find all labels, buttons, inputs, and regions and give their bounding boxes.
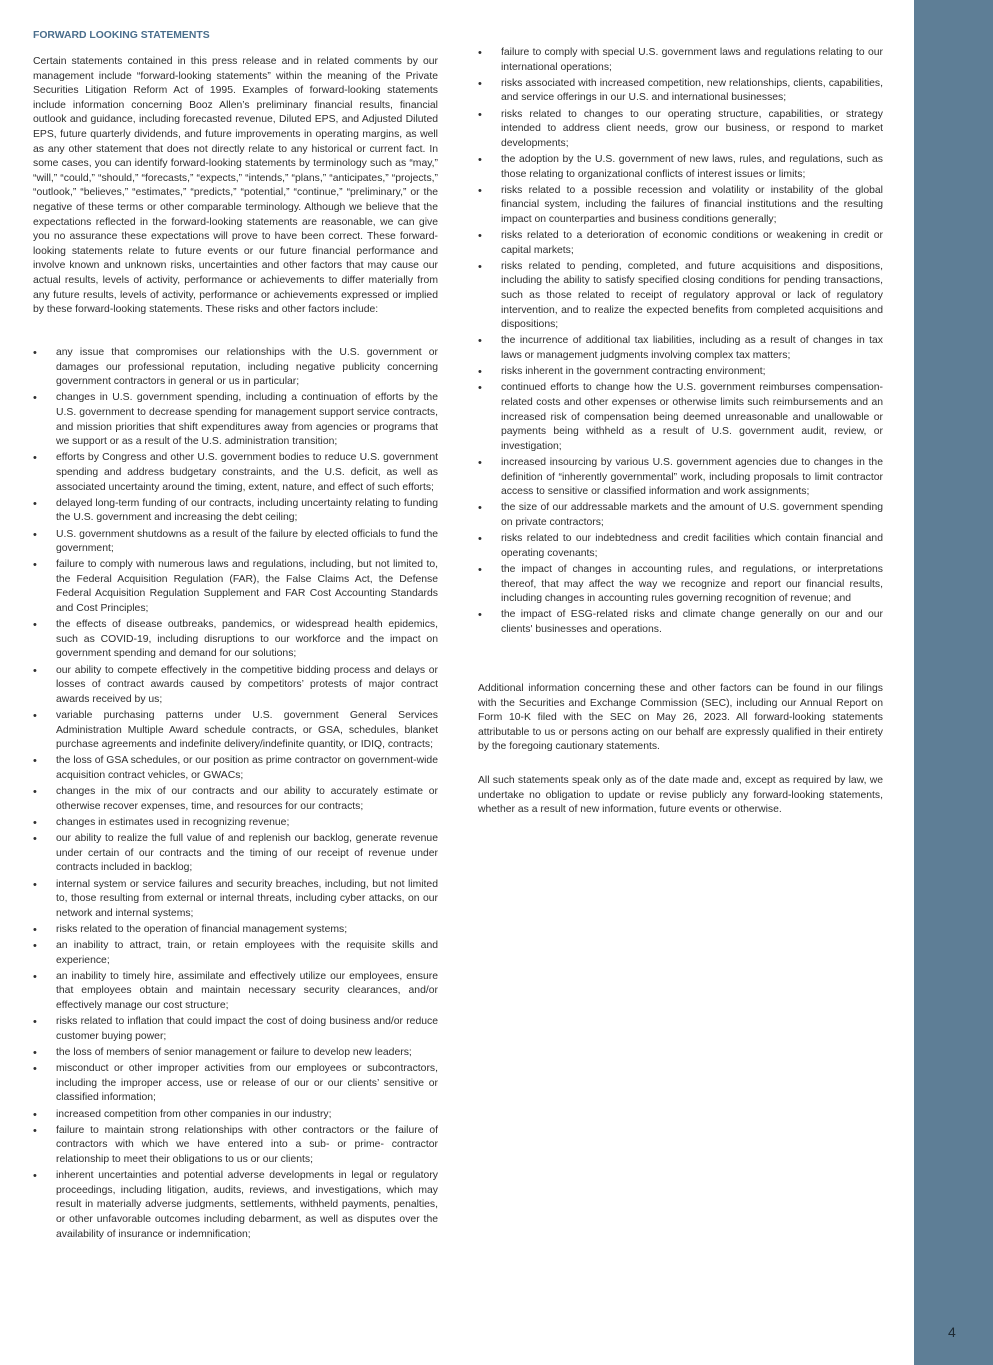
risk-factor-item: • changes in estimates used in recognizing revenue;	[33, 816, 438, 831]
risk-factor-item: • variable purchasing patterns under U.S. government General Services Administration Multiple Award schedule contracts, or GSA, schedules, blanket purchase agreements and indefinite delivery/indefinite quantity, or IDIQ, contracts;	[33, 709, 438, 753]
risk-factor-item: • risks related to pending, completed, and future acquisitions and dispositions, including the ability to satisfy specified closing conditions for pending transactions, such as those related to receipt of regulatory approval or lack of regulatory intervention, and to realize the expected benefits from completed acquisitions and dispositions;	[478, 260, 883, 333]
risk-factor-item: • the incurrence of additional tax liabilities, including as a result of changes in tax laws or management judgments involving complex tax matters;	[478, 334, 883, 363]
risk-factor-item: • increased insourcing by various U.S. government agencies due to changes in the definition of “inherently governmental” work, including proposals to limit contractor access to sensitive or classified information and work assignments;	[478, 456, 883, 500]
risk-factor-item: • inherent uncertainties and potential adverse developments in legal or regulatory proceedings, including litigation, audits, reviews, and investigations, which may result in materially adverse judgments, settlements, withheld payments, penalties, or other unfavorable outcomes including debarment, as well as disputes over the availability of insurance or indemnification;	[33, 1169, 438, 1242]
intro-paragraph: Certain statements contained in this press release and in related comments by our management include “forward-looking statements” within the meaning of the Private Securities Litigation Reform Act of 1995. Examples of forward-looking statements include information concerning Booz Allen’s preliminary financial results, financial outlook and guidance, including forecasted revenue, Diluted EPS, and Adjusted Diluted EPS, future quarterly dividends, and future improvements in operating margins, as well as any other statement that does not directly relate to any historical or current fact. In some cases, you can identify forward-looking statements by terminology such as “may,” “will,” “could,” “should,” “forecasts,” “expects,” “intends,” “plans,” “anticipates,” “projects,” “outlook,” “believes,” “estimates,” “predicts,” “potential,” “continue,” “preliminary,” or the negative of these terms or other comparable terminology. Although we believe that the expectations reflected in the forward-looking statements are reasonable, we can give you no assurance these expectations will prove to have been correct. These forward-looking statements relate to future events or our future financial performance and involve known and unknown risks, uncertainties and other factors that may cause our actual results, levels of activity, performance or achievements to differ materially from any future results, levels of activity, performance or achievements expressed or implied by these forward-looking statements. These risks and other factors include:	[33, 56, 438, 316]
risk-factor-item: • the impact of ESG-related risks and climate change generally on our and our clients' businesses and operations.	[478, 608, 883, 637]
risk-factor-item: • failure to comply with numerous laws and regulations, including, but not limited to, the Federal Acquisition Regulation (FAR), the False Claims Act, the Defense Federal Acquisition Regulation Supplement and FAR Cost Accounting Standards and Cost Principles;	[33, 558, 438, 616]
risk-factor-item: • the effects of disease outbreaks, pandemics, or widespread health epidemics, such as COVID-19, including disruptions to our workforce and the impact on government spending and demand for our solutions;	[33, 618, 438, 662]
risk-factor-item: • an inability to timely hire, assimilate and effectively utilize our employees, ensure that employees obtain and maintain necessary security clearances, and/or effectively manage our cost structure;	[33, 970, 438, 1014]
risk-factor-item: • changes in U.S. government spending, including a continuation of efforts by the U.S. government to decrease spending for management support service contracts, and mission priorities that shift expenditures away from agencies or programs that we support or as a result of the U.S. administration transition;	[33, 391, 438, 449]
risk-factor-item: • continued efforts to change how the U.S. government reimburses compensation-related costs and other expenses or otherwise limits such reimbursements and an increased risk of compensation being deemed unreasonable and unallowable or payments being withheld as a result of U.S. government audit, review, or investigation;	[478, 381, 883, 454]
risk-factor-item: • delayed long-term funding of our contracts, including uncertainty relating to funding the U.S. government and increasing the debt ceiling;	[33, 497, 438, 526]
risk-factor-item: • internal system or service failures and security breaches, including, but not limited to, those resulting from external or internal threats, including cyber attacks, on our network and internal systems;	[33, 878, 438, 922]
risk-factor-item: • risks related to a possible recession and volatility or instability of the global financial system, including the failures of financial institutions and the resulting impact on counterparties and business conditions generally;	[478, 184, 883, 228]
additional-information-paragraph: Additional information concerning these and other factors can be found in our filings with the Securities and Exchange Commission (SEC), including our Annual Report on Form 10-K filed with the SEC on May 26, 2023. All forward-looking statements attributable to us or persons acting on our behalf are expressly qualified in their entirety by the foregoing cautionary statements.	[478, 683, 883, 753]
risk-factor-item: • the loss of GSA schedules, or our position as prime contractor on government-wide acquisition contract vehicles, or GWACs;	[33, 754, 438, 783]
risk-factors-list-left	[33, 346, 438, 1244]
risk-factor-item: • U.S. government shutdowns as a result of the failure by elected officials to fund the government;	[33, 528, 438, 557]
right-sidebar-band	[914, 0, 993, 1365]
risk-factor-item: • efforts by Congress and other U.S. government bodies to reduce U.S. government spending and address budgetary constraints, and the U.S. deficit, as well as associated uncertainty around the timing, extent, nature, and effect of such efforts;	[33, 451, 438, 495]
risk-factor-item: • risks associated with increased competition, new relationships, clients, capabilities, and service offerings in our U.S. and international businesses;	[478, 77, 883, 106]
risk-factor-item: • changes in the mix of our contracts and our ability to accurately estimate or otherwise recover expenses, time, and resources for our contracts;	[33, 785, 438, 814]
page-number: 4	[948, 1324, 956, 1340]
risk-factor-item: • our ability to compete effectively in the competitive bidding process and delays or losses of contract awards caused by competitors’ protests of major contract awards received by us;	[33, 664, 438, 708]
risk-factor-item: • any issue that compromises our relationships with the U.S. government or damages our professional reputation, including negative publicity concerning government contractors in general or us in particular;	[33, 346, 438, 390]
risk-factor-item: • risks related to the operation of financial management systems;	[33, 923, 438, 938]
risk-factor-item: • risks related to changes to our operating structure, capabilities, or strategy intended to address client needs, grow our business, or respond to market developments;	[478, 108, 883, 152]
section-heading: FORWARD LOOKING STATEMENTS	[33, 30, 210, 41]
risk-factor-item: • failure to comply with special U.S. government laws and regulations relating to our international operations;	[478, 46, 883, 75]
risk-factor-item: • risks related to our indebtedness and credit facilities which contain financial and operating covenants;	[478, 532, 883, 561]
closing-paragraph: All such statements speak only as of the date made and, except as required by law, we undertake no obligation to update or revise publicly any forward-looking statements, whether as a result of new information, future events or otherwise.	[478, 775, 883, 816]
risk-factor-item: • the size of our addressable markets and the amount of U.S. government spending on private contractors;	[478, 501, 883, 530]
risk-factor-item: • the adoption by the U.S. government of new laws, rules, and regulations, such as those relating to organizational conflicts of interest issues or limits;	[478, 153, 883, 182]
risk-factor-item: • failure to maintain strong relationships with other contractors or the failure of contractors with which we have entered into a sub- or prime- contractor relationship to meet their obligations to us or our clients;	[33, 1124, 438, 1168]
risk-factor-item: • an inability to attract, train, or retain employees with the requisite skills and experience;	[33, 939, 438, 968]
risk-factor-item: • our ability to realize the full value of and replenish our backlog, generate revenue under certain of our contracts and the timing of our receipt of revenue under contracts included in backlog;	[33, 832, 438, 876]
risk-factor-item: • the loss of members of senior management or failure to develop new leaders;	[33, 1046, 438, 1061]
risk-factor-item: • risks related to inflation that could impact the cost of doing business and/or reduce customer buying power;	[33, 1015, 438, 1044]
risk-factor-item: • misconduct or other improper activities from our employees or subcontractors, including the improper access, use or release of our or our clients’ sensitive or classified information;	[33, 1062, 438, 1106]
risk-factors-list-right	[478, 46, 883, 639]
risk-factor-item: • increased competition from other companies in our industry;	[33, 1108, 438, 1123]
risk-factor-item: • risks related to a deterioration of economic conditions or weakening in credit or capital markets;	[478, 229, 883, 258]
risk-factor-item: • risks inherent in the government contracting environment;	[478, 365, 883, 380]
risk-factor-item: • the impact of changes in accounting rules, and regulations, or interpretations thereof, that may affect the way we recognize and report our financial results, including changes in accounting rules governing recognition of revenue; and	[478, 563, 883, 607]
